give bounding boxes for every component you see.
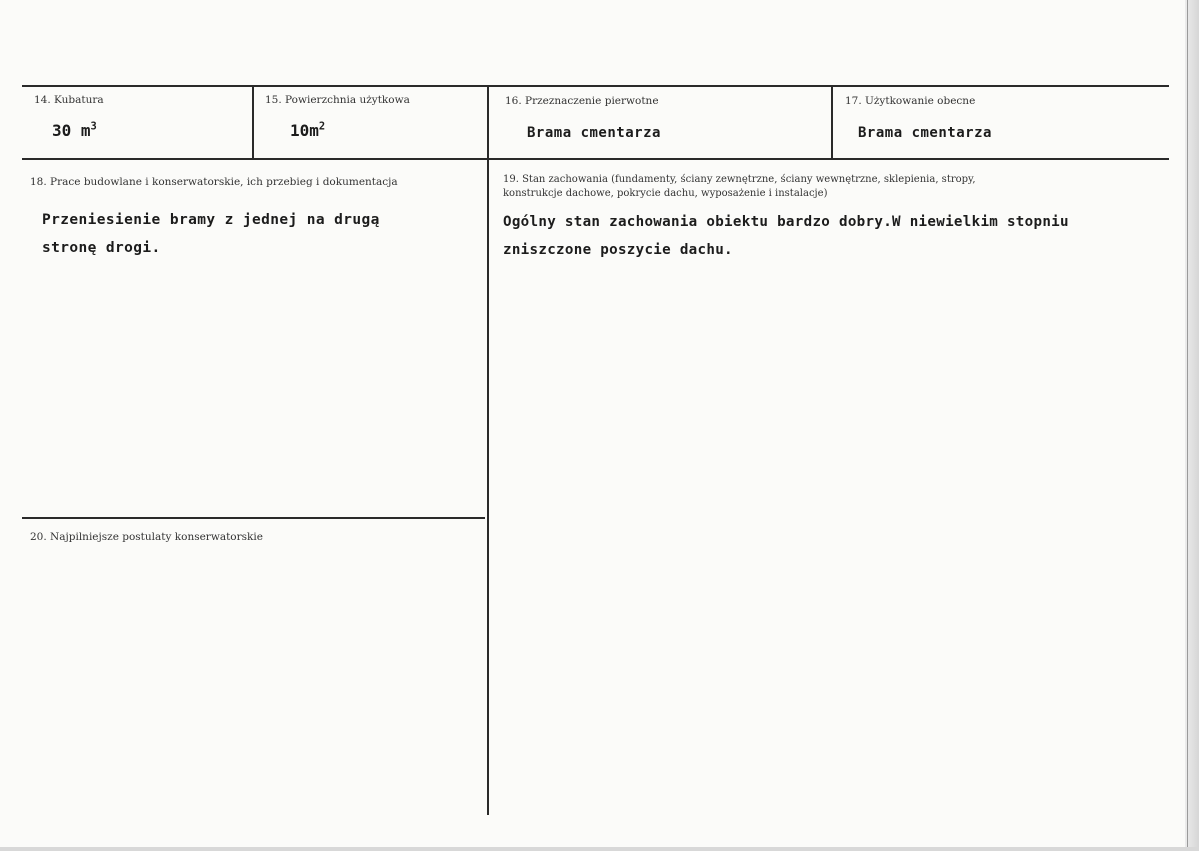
f19-label-line: konstrukcje dachowe, pokrycie dachu, wyposażenie i instalacje) xyxy=(503,188,828,199)
f18-bottom-rule xyxy=(22,517,485,519)
f14-label: 14. Kubatura xyxy=(34,94,104,106)
top-rule xyxy=(22,85,1169,87)
f18-line: Przeniesienie bramy z jednej na drugą xyxy=(42,212,380,228)
scan-bottom-edge xyxy=(0,847,1199,851)
f19-line: zniszczone poszycie dachu. xyxy=(503,242,733,258)
f17-label: 17. Użytkowanie obecne xyxy=(845,95,976,107)
f18-label: 18. Prace budowlane i konserwatorskie, ich przebieg i dokumentacja xyxy=(30,176,398,188)
f19-label-line: 19. Stan zachowania (fundamenty, ściany zewnętrzne, ściany wewnętrzne, sklepienia, stropy, xyxy=(503,174,976,185)
scan-right-edge xyxy=(1185,0,1199,851)
f16-value: Brama cmentarza xyxy=(527,125,661,141)
f14-value: 30 $m^3$ xyxy=(52,120,97,140)
f19-text xyxy=(503,208,1069,264)
divider-16-17 xyxy=(831,85,833,160)
f18-line: stronę drogi. xyxy=(42,240,161,256)
f15-value: $10m^2$ xyxy=(290,120,326,140)
f15-label: 15. Powierzchnia użytkowa xyxy=(265,94,410,106)
divider-15-16 xyxy=(487,85,489,815)
f19-label xyxy=(503,173,976,201)
f17-value: Brama cmentarza xyxy=(858,125,992,141)
row1-bottom-rule xyxy=(22,158,1169,160)
f19-line: Ogólny stan zachowania obiektu bardzo dobry.W niewielkim stopniu xyxy=(503,214,1069,230)
divider-14-15 xyxy=(252,85,254,160)
f20-label: 20. Najpilniejsze postulaty konserwatorskie xyxy=(30,531,263,543)
f18-text xyxy=(42,206,380,262)
f16-label: 16. Przeznaczenie pierwotne xyxy=(505,95,659,107)
